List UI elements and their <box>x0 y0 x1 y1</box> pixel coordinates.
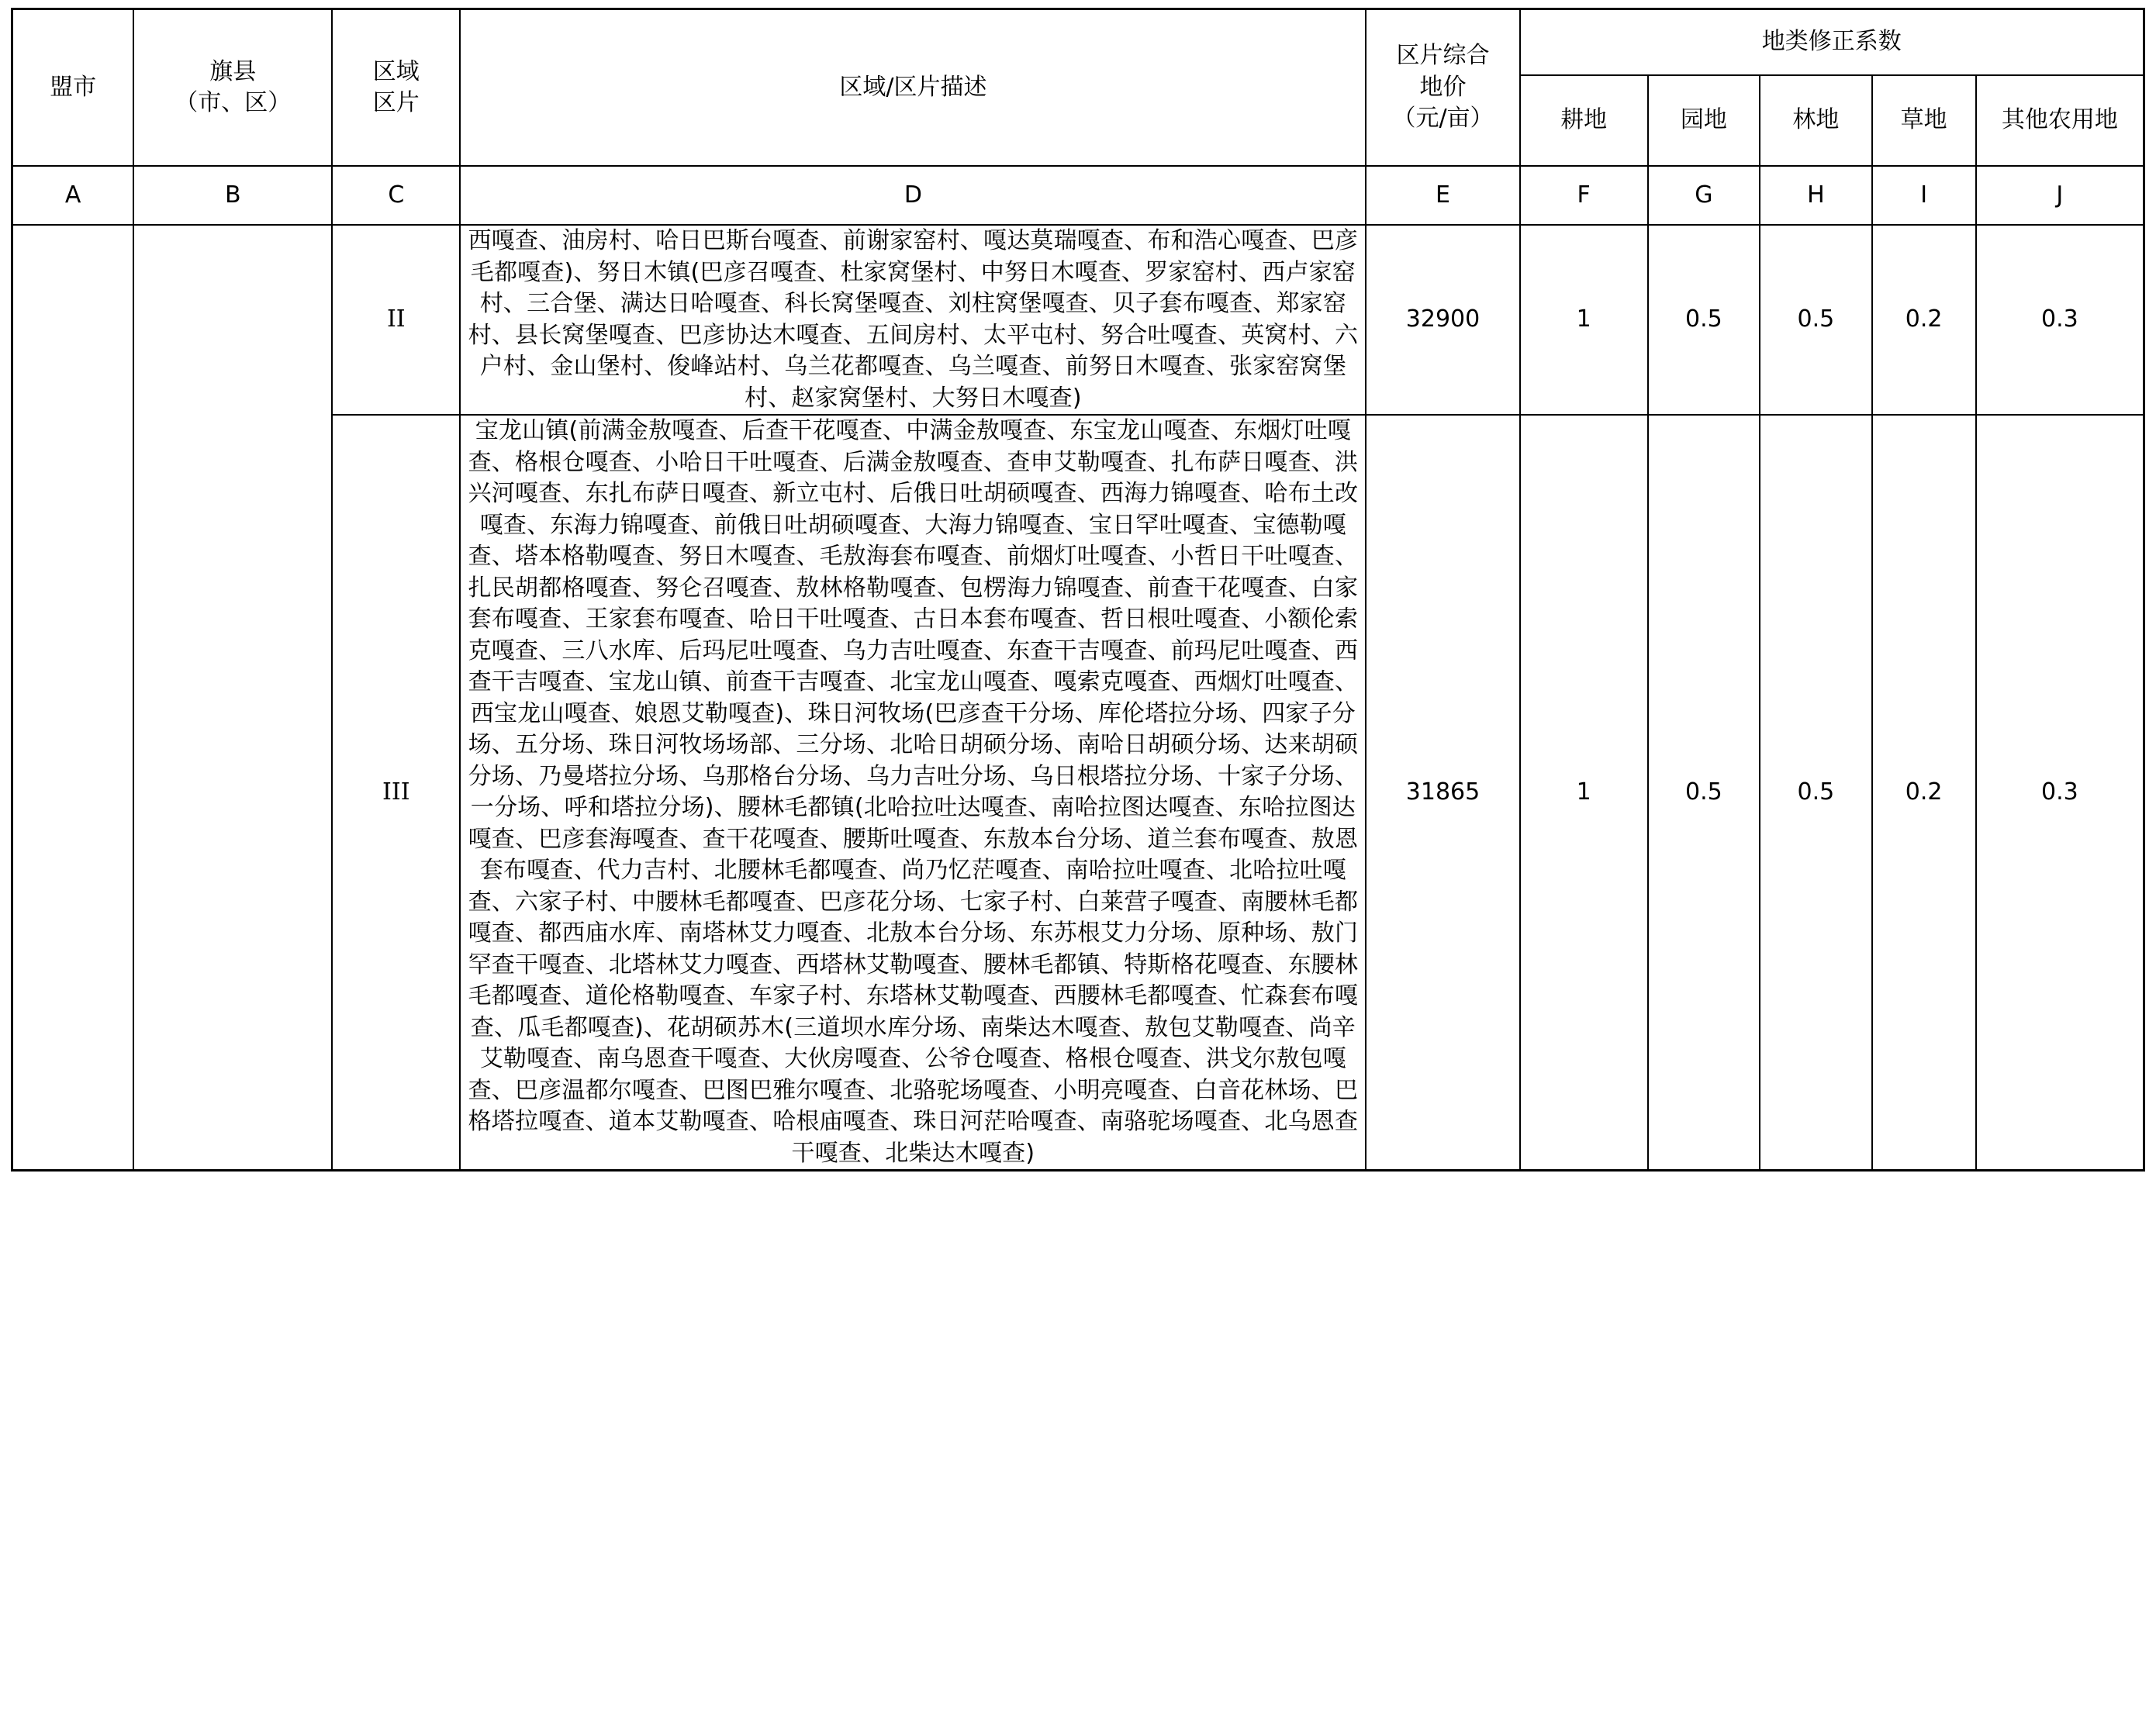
cell-coef-other: 0.3 <box>1976 415 2144 1171</box>
cell-coef-forest: 0.5 <box>1760 415 1871 1171</box>
table-column-letter-row <box>12 166 2144 225</box>
cell-price: 31865 <box>1366 415 1519 1171</box>
header-coefficient-group: 地类修正系数 <box>1520 9 2144 75</box>
column-letter-h: H <box>1760 166 1871 225</box>
column-letter-f: F <box>1520 166 1648 225</box>
cell-meng-shi <box>12 225 134 1171</box>
header-zone-line1: 区域 <box>372 57 420 85</box>
cell-coef-forest: 0.5 <box>1760 225 1871 415</box>
header-qi-xian-line1: 旗县 <box>209 57 257 85</box>
column-letter-i: I <box>1872 166 1976 225</box>
cell-zone: II <box>332 225 460 415</box>
column-letter-c: C <box>332 166 460 225</box>
cell-description: 宝龙山镇(前满金敖嘎查、后查干花嘎查、中满金敖嘎查、东宝龙山嘎查、东烟灯吐嘎查、格根仓嘎查、小哈日干吐嘎查、后满金敖嘎查、查申艾勒嘎查、扎布萨日嘎查、洪兴河嘎查、东扎布萨日嘎查、新立屯村、后俄日吐胡硕嘎查、西海力锦嘎查、哈布土改嘎查、东海力锦嘎查、前俄日吐胡硕嘎查、大海力锦嘎查、宝日罕吐嘎查、宝德勒嘎查、塔本格勒嘎查、努日木嘎查、毛敖海套布嘎查、前烟灯吐嘎查、小哲日干吐嘎查、扎民胡都格嘎查、努仑召嘎查、敖林格勒嘎查、包楞海力锦嘎查、前查干花嘎查、白家套布嘎查、王家套布嘎查、哈日干吐嘎查、古日本套布嘎查、哲日根吐嘎查、小额伦索克嘎查、三八水库、后玛尼吐嘎查、乌力吉吐嘎查、东查干吉嘎查、前玛尼吐嘎查、西查干吉嘎查、宝龙山镇、前查干吉嘎查、北宝龙山嘎查、嘎索克嘎查、西烟灯吐嘎查、西宝龙山嘎查、娘恩艾勒嘎查)、珠日河牧场(巴彦查干分场、库伦塔拉分场、四家子分场、五分场、珠日河牧场场部、三分场、北哈日胡硕分场、南哈日胡硕分场、达来胡硕分场、乃曼塔拉分场、乌那格台分场、乌力吉吐分场、乌日根塔拉分场、十家子分场、一分场、呼和塔拉分场)、腰林毛都镇(北哈拉吐达嘎查、南哈拉图达嘎查、东哈拉图达嘎查、巴彦套海嘎查、查干花嘎查、腰斯吐嘎查、东敖本台分场、道兰套布嘎查、敖恩套布嘎查、代力吉村、北腰林毛都嘎查、尚乃忆茫嘎查、南哈拉吐嘎查、北哈拉吐嘎查、六家子村、中腰林毛都嘎查、巴彦花分场、七家子村、白莱营子嘎查、南腰林毛都嘎查、都西庙水库、南塔林艾力嘎查、北敖本台分场、东苏根艾力分场、原种场、敖门罕查干嘎查、北塔林艾力嘎查、西塔林艾勒嘎查、腰林毛都镇、特斯格花嘎查、东腰林毛都嘎查、道伦格勒嘎查、车家子村、东塔林艾勒嘎查、西腰林毛都嘎查、忙森套布嘎查、瓜毛都嘎查)、花胡硕苏木(三道坝水库分场、南柴达木嘎查、敖包艾勒嘎查、尚辛艾勒嘎查、南乌恩查干嘎查、大伙房嘎查、公爷仓嘎查、格根仓嘎查、洪戈尔敖包嘎查、巴彦温都尔嘎查、巴图巴雅尔嘎查、北骆驼场嘎查、小明亮嘎查、白音花林场、巴格塔拉嘎查、道本艾勒嘎查、哈根庙嘎查、珠日河茫哈嘎查、南骆驼场嘎查、北乌恩查干嘎查、北柴达木嘎查) <box>460 415 1366 1171</box>
cell-coef-grass: 0.2 <box>1872 415 1976 1171</box>
column-letter-d: D <box>460 166 1366 225</box>
table-header-row-1 <box>12 9 2144 75</box>
header-forest-land: 林地 <box>1760 75 1871 166</box>
header-other-agricultural-land: 其他农用地 <box>1976 75 2144 166</box>
header-zone-line2: 区片 <box>372 89 420 116</box>
cell-coef-grass: 0.2 <box>1872 225 1976 415</box>
column-letter-e: E <box>1366 166 1519 225</box>
header-description: 区域/区片描述 <box>460 9 1366 167</box>
header-meng-shi: 盟市 <box>12 9 134 167</box>
header-price-line3: （元/亩） <box>1392 105 1494 133</box>
cell-qi-xian <box>133 225 332 1171</box>
header-cultivated-land: 耕地 <box>1520 75 1648 166</box>
header-price-line1: 区片综合 <box>1396 42 1490 70</box>
header-grass-land: 草地 <box>1872 75 1976 166</box>
cell-coef-other: 0.3 <box>1976 225 2144 415</box>
cell-coef-garden: 0.5 <box>1648 415 1760 1171</box>
cell-zone: III <box>332 415 460 1171</box>
header-garden-land: 园地 <box>1648 75 1760 166</box>
cell-coef-cultivated: 1 <box>1520 415 1648 1171</box>
column-letter-j: J <box>1976 166 2144 225</box>
header-price-line2: 地价 <box>1419 73 1467 101</box>
header-zone <box>332 9 460 167</box>
cell-coef-cultivated: 1 <box>1520 225 1648 415</box>
cell-price: 32900 <box>1366 225 1519 415</box>
land-price-table <box>11 8 2145 1172</box>
header-qi-xian <box>133 9 332 167</box>
cell-description: 西嘎查、油房村、哈日巴斯台嘎查、前谢家窑村、嘎达莫瑞嘎查、布和浩心嘎查、巴彦毛都嘎查)、努日木镇(巴彦召嘎查、杜家窝堡村、中努日木嘎查、罗家窑村、西卢家窑村、三合堡、满达日哈嘎查、科长窝堡嘎查、刘柱窝堡嘎查、贝子套布嘎查、郑家窑村、县长窝堡嘎查、巴彦协达木嘎查、五间房村、太平屯村、努合吐嘎查、英窝村、六户村、金山堡村、俊峰站村、乌兰花都嘎查、乌兰嘎查、前努日木嘎查、张家窑窝堡村、赵家窝堡村、大努日木嘎查) <box>460 225 1366 415</box>
column-letter-a: A <box>12 166 134 225</box>
table-row <box>12 415 2144 1171</box>
header-price <box>1366 9 1519 167</box>
table-row <box>12 225 2144 415</box>
cell-coef-garden: 0.5 <box>1648 225 1760 415</box>
column-letter-b: B <box>133 166 332 225</box>
column-letter-g: G <box>1648 166 1760 225</box>
header-qi-xian-line2: （市、区） <box>174 89 292 116</box>
